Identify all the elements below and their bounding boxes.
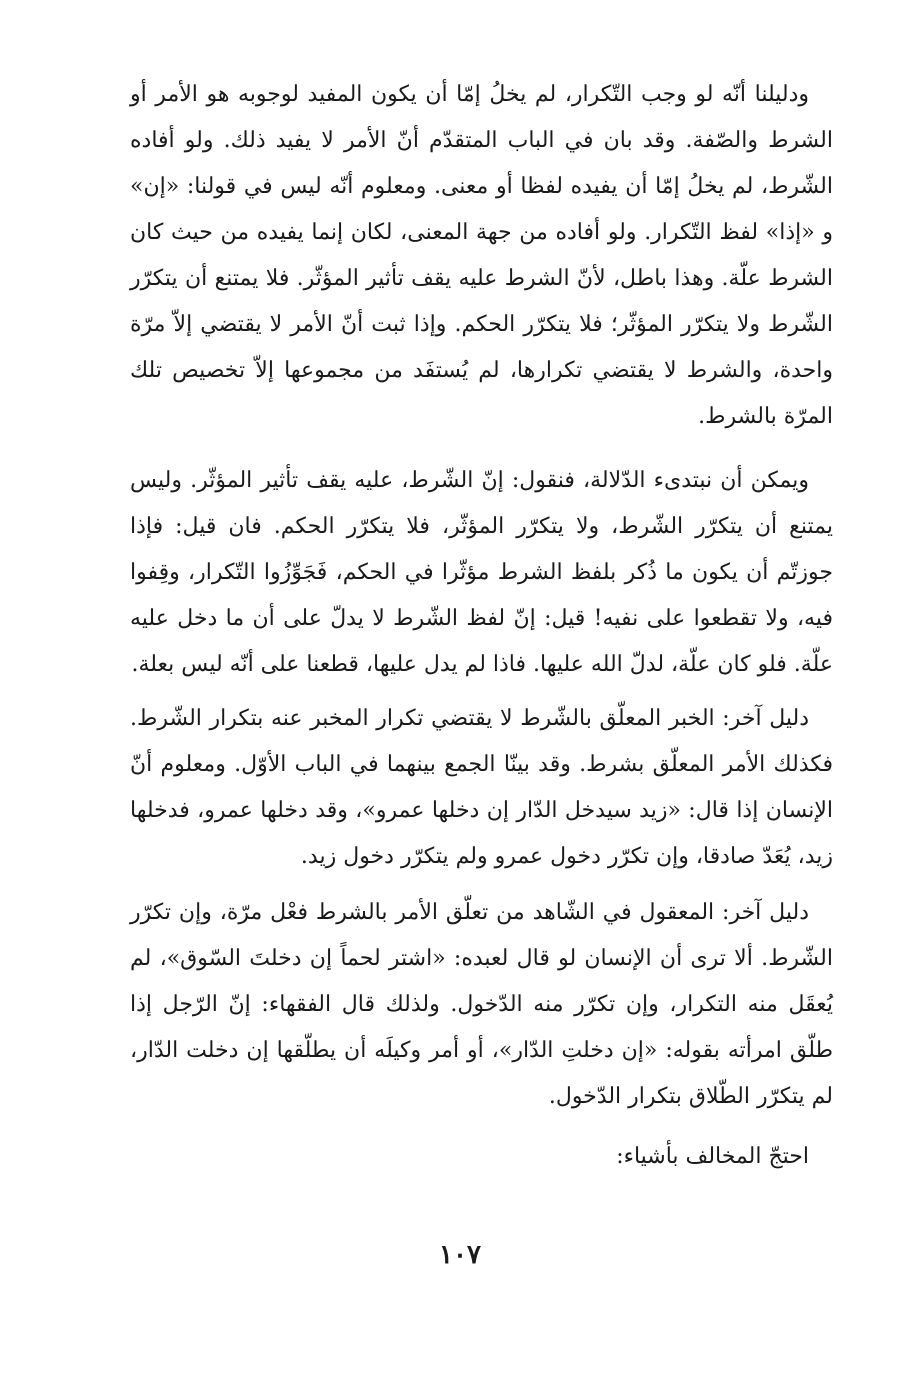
paragraph-3: دليل آخر: الخبر المعلّق بالشّرط لا يقتضي تكرار المخبر عنه بتكرار الشّرط. فكذلك الأمر المعلّق بشرط. وقد بينّا الجمع بينهما في الباب الأوّل. ومعلوم أنّ الإنسان إذا قال: «زيد سيدخل الدّار إن دخلها عمرو»، وقد دخلها عمرو، فدخلها زيد، يُعَدّ صادقا، وإن تكرّر دخول عمرو ولم يتكرّر دخول زيد. xyxy=(130,706,833,869)
paragraph-5: احتجّ المخالف بأشياء: xyxy=(616,1144,809,1169)
paragraph-4: دليل آخر: المعقول في الشّاهد من تعلّق الأمر بالشرط فعْل مرّة، وإن تكرّر الشّرط. ألا ترى أن الإنسان لو قال لعبده: «اشتر لحماً إن دخلتَ السّوق»، لم يُعقَل منه التكرار، وإن تكرّر منه الدّخول. ولذلك قال الفقهاء: إنّ الرّجل إذا طلّق امرأته بقوله: «إن دخلتِ الدّار»، أو أمر وكيلَه أن يطلّقها إن دخلت الدّار، لم يتكرّر الطّلاق بتكرار الدّخول. xyxy=(130,900,833,1109)
body-text xyxy=(130,72,833,1180)
page-number: ١٠٧ xyxy=(439,1240,481,1270)
paragraph-2: ويمكن أن نبتدىء الدّلالة، فنقول: إنّ الشّرط، عليه يقف تأثير المؤثّر. وليس يمتنع أن يتكرّر الشّرط، ولا يتكرّر المؤثّر، فلا يتكرّر الحكم. فان قيل: فإذا جوزتّم أن يكون ما ذُكر بلفظ الشرط مؤثّرا في الحكم، فَجَوِّزُوا التّكرار، وقِفوا فيه، ولا تقطعوا على نفيه! قيل: إنّ لفظ الشّرط لا يدلّ على أن ما دخل عليه علّة. فلو كان علّة، لدلّ الله عليها. فاذا لم يدل عليها، قطعنا على أنّه ليس بعلة. xyxy=(130,468,833,677)
paragraph-1: ودليلنا أنّه لو وجب التّكرار، لم يخلُ إمّا أن يكون المفيد لوجوبه هو الأمر أو الشرط والصّفة. وقد بان في الباب المتقدّم أنّ الأمر لا يفيد ذلك. ولو أفاده الشّرط، لم يخلُ إمّا أن يفيده لفظا أو معنى. ومعلوم أنّه ليس في قولنا: «إن» و «إذا» لفظ التّكرار. ولو أفاده من جهة المعنى، لكان إنما يفيده من حيث كان الشرط علّة. وهذا باطل، لأنّ الشرط عليه يقف تأثير المؤثّر. فلا يمتنع أن يتكرّر الشّرط ولا يتكرّر المؤثّر؛ فلا يتكرّر الحكم. وإذا ثبت أنّ الأمر لا يقتضي إلاّ مرّة واحدة، والشرط لا يقتضي تكرارها، لم يُستفَد من مجموعها إلاّ تخصيص تلك المرّة بالشرط. xyxy=(130,82,833,429)
